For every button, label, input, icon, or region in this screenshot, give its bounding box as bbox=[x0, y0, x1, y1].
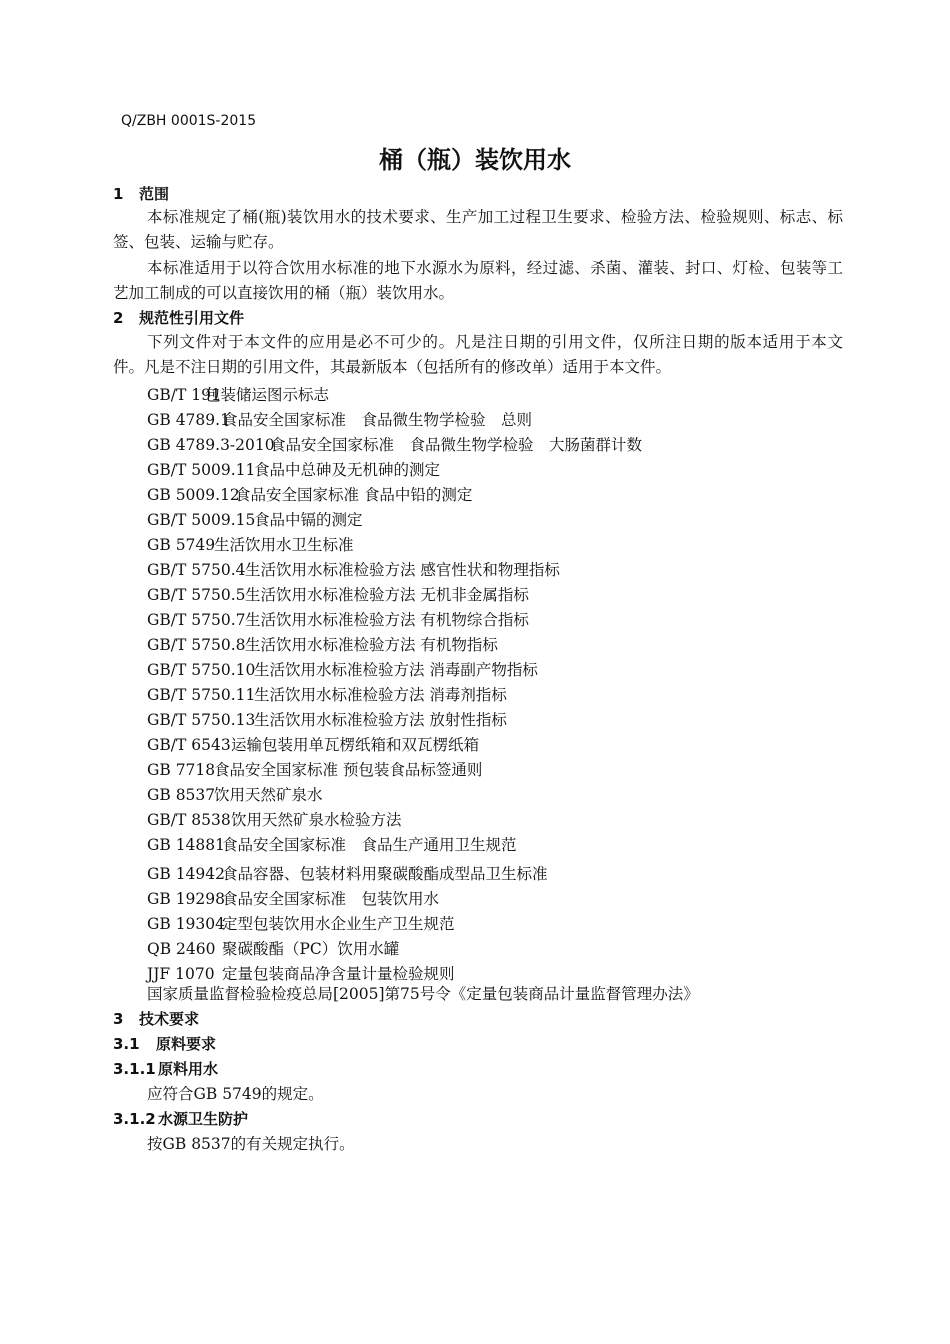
reference-name: 生活饮用水卫生标准 bbox=[214, 536, 354, 554]
reference-name: 食品安全国家标准 食品微生物学检验 大肠菌群计数 bbox=[270, 436, 643, 454]
reference-item bbox=[147, 833, 517, 855]
reference-item bbox=[147, 383, 329, 405]
section-title: 水源卫生防护 bbox=[158, 1110, 249, 1128]
reference-item bbox=[147, 708, 507, 730]
reference-code: JJF 1070 bbox=[147, 965, 215, 983]
reference-code: GB 8537 bbox=[147, 786, 216, 804]
reference-code: GB/T 5009.15 bbox=[147, 511, 256, 529]
reference-item bbox=[147, 458, 440, 480]
reference-code: GB 4789.1 bbox=[147, 411, 230, 429]
section-number: 3.1.1 bbox=[113, 1060, 156, 1078]
reference-code: GB/T 5750.8 bbox=[147, 636, 246, 654]
reference-code: GB/T 5750.10 bbox=[147, 661, 256, 679]
document-title: 桶（瓶）装饮用水 bbox=[379, 146, 571, 174]
reference-name: 食品安全国家标准 预包装食品标签通则 bbox=[214, 761, 483, 779]
reference-item bbox=[147, 533, 354, 555]
reference-item bbox=[147, 608, 529, 630]
reference-code: GB/T 5009.11 bbox=[147, 461, 256, 479]
reference-name: 运输包装用单瓦楞纸箱和双瓦楞纸箱 bbox=[231, 736, 480, 754]
reference-item bbox=[147, 887, 439, 909]
reference-item bbox=[147, 937, 399, 959]
section-number: 3.1 bbox=[113, 1035, 140, 1053]
reference-item bbox=[147, 658, 538, 680]
reference-code: GB/T 5750.5 bbox=[147, 586, 246, 604]
reference-name: 生活饮用水标准检验方法 消毒副产物指标 bbox=[254, 661, 538, 679]
reference-name: 食品安全国家标准 食品中铅的测定 bbox=[235, 486, 473, 504]
reference-name: 食品中镉的测定 bbox=[254, 511, 363, 529]
section-2-heading bbox=[113, 307, 244, 328]
reference-code: GB 4789.3-2010 bbox=[147, 436, 275, 454]
reference-code: GB 14881 bbox=[147, 836, 226, 854]
section-title: 技术要求 bbox=[139, 1010, 200, 1028]
reference-code: GB 7718 bbox=[147, 761, 216, 779]
reference-name: 生活饮用水标准检验方法 有机物指标 bbox=[245, 636, 498, 654]
reference-code: GB 14942 bbox=[147, 865, 226, 883]
reference-item bbox=[147, 683, 507, 705]
reference-name: 食品安全国家标准 食品微生物学检验 总则 bbox=[222, 411, 533, 429]
section-title: 原料用水 bbox=[158, 1060, 219, 1078]
reference-code: GB 19298 bbox=[147, 890, 226, 908]
section-number: 3 bbox=[113, 1010, 124, 1028]
reference-item bbox=[147, 808, 402, 830]
reference-decree: 国家质量监督检验检疫总局[2005]第75号令《定量包装商品计量监督管理办法》 bbox=[147, 985, 699, 1003]
reference-item bbox=[147, 912, 455, 934]
reference-name: 聚碳酸酯（PC）饮用水罐 bbox=[222, 940, 400, 958]
reference-name: 包装储运图示标志 bbox=[205, 386, 330, 404]
reference-item bbox=[147, 558, 560, 580]
reference-name: 定型包装饮用水企业生产卫生规范 bbox=[222, 915, 455, 933]
section-title: 规范性引用文件 bbox=[139, 309, 245, 327]
section-3-heading bbox=[113, 1008, 199, 1029]
reference-code: GB/T 5750.7 bbox=[147, 611, 246, 629]
reference-code: GB/T 5750.4 bbox=[147, 561, 246, 579]
reference-name: 食品安全国家标准 食品生产通用卫生规范 bbox=[222, 836, 517, 854]
reference-item bbox=[147, 633, 498, 655]
reference-item bbox=[147, 583, 529, 605]
reference-name: 生活饮用水标准检验方法 无机非金属指标 bbox=[245, 586, 529, 604]
reference-code: GB/T 8538 bbox=[147, 811, 231, 829]
section-1-paragraph-2: 本标准适用于以符合饮用水标准的地下水源水为原料，经过滤、杀菌、灌装、封口、灯检、包装等工艺加工制成的可以直接饮用的桶（瓶）装饮用水。 bbox=[113, 259, 843, 302]
reference-name: 食品容器、包装材料用聚碳酸酯成型品卫生标准 bbox=[222, 865, 548, 883]
reference-code: GB 19304 bbox=[147, 915, 226, 933]
reference-item bbox=[147, 962, 455, 984]
reference-name: 食品安全国家标准 包装饮用水 bbox=[222, 890, 440, 908]
reference-name: 生活饮用水标准检验方法 放射性指标 bbox=[254, 711, 507, 729]
section-1-heading bbox=[113, 183, 169, 204]
section-3-1-1-heading bbox=[113, 1058, 218, 1079]
reference-name: 饮用天然矿泉水检验方法 bbox=[231, 811, 402, 829]
reference-code: GB/T 5750.11 bbox=[147, 686, 256, 704]
reference-code: QB 2460 bbox=[147, 940, 216, 958]
reference-code: GB 5009.12 bbox=[147, 486, 240, 504]
reference-name: 生活饮用水标准检验方法 感官性状和物理指标 bbox=[245, 561, 560, 579]
section-title: 范围 bbox=[139, 185, 170, 203]
reference-item bbox=[147, 783, 323, 805]
reference-code: GB/T 6543 bbox=[147, 736, 231, 754]
reference-name: 生活饮用水标准检验方法 消毒剂指标 bbox=[254, 686, 507, 704]
section-1-paragraph-1: 本标准规定了桶(瓶)装饮用水的技术要求、生产加工过程卫生要求、检验方法、检验规则、标志、标签、包装、运输与贮存。 bbox=[113, 208, 843, 251]
section-number: 1 bbox=[113, 185, 124, 203]
section-number: 2 bbox=[113, 309, 124, 327]
reference-item bbox=[147, 483, 472, 505]
reference-name: 生活饮用水标准检验方法 有机物综合指标 bbox=[245, 611, 529, 629]
document-code: Q/ZBH 0001S-2015 bbox=[121, 113, 257, 129]
section-3-1-2-heading bbox=[113, 1108, 248, 1129]
reference-code: GB 5749 bbox=[147, 536, 216, 554]
section-title: 原料要求 bbox=[156, 1035, 217, 1053]
reference-item bbox=[147, 433, 642, 455]
section-3-1-heading bbox=[113, 1033, 216, 1054]
reference-code: GB/T 191 bbox=[147, 386, 221, 404]
reference-code: GB/T 5750.13 bbox=[147, 711, 256, 729]
reference-item bbox=[147, 758, 482, 780]
reference-name: 食品中总砷及无机砷的测定 bbox=[254, 461, 441, 479]
reference-item bbox=[147, 733, 479, 755]
reference-name: 饮用天然矿泉水 bbox=[214, 786, 323, 804]
reference-item bbox=[147, 508, 363, 530]
section-3-1-2-text: 按GB 8537的有关规定执行。 bbox=[147, 1135, 355, 1153]
section-2-paragraph: 下列文件对于本文件的应用是必不可少的。凡是注日期的引用文件，仅所注日期的版本适用于本文件。凡是不注日期的引用文件，其最新版本（包括所有的修改单）适用于本文件。 bbox=[113, 333, 843, 376]
reference-name: 定量包装商品净含量计量检验规则 bbox=[222, 965, 455, 983]
section-number: 3.1.2 bbox=[113, 1110, 156, 1128]
reference-item bbox=[147, 408, 532, 430]
section-3-1-1-text: 应符合GB 5749的规定。 bbox=[147, 1085, 324, 1103]
reference-item bbox=[147, 862, 548, 884]
